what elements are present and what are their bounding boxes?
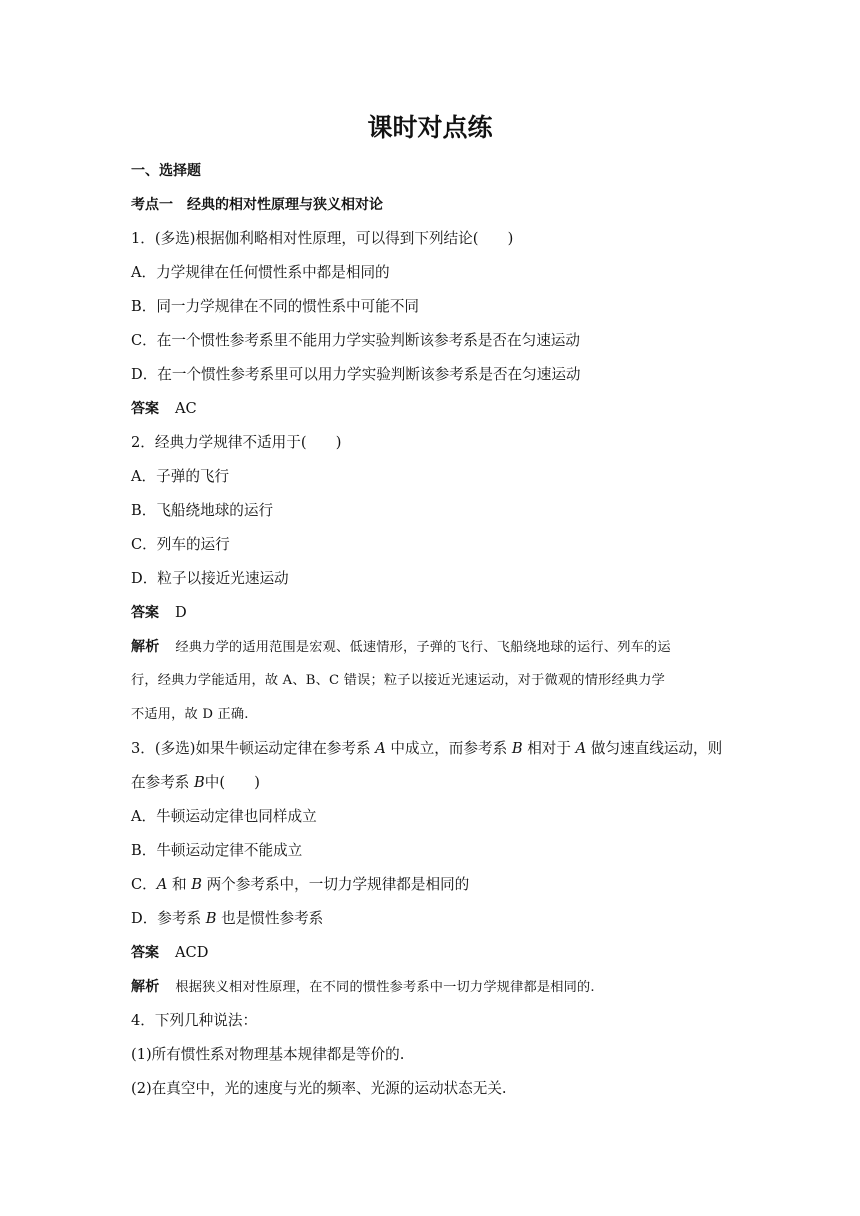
page-title: 课时对点练 (367, 113, 493, 142)
question-3-option-b: B．牛顿运动定律不能成立 (131, 842, 303, 859)
option-prefix: D．参考系 (131, 910, 202, 927)
question-2-option-a: A．子弹的飞行 (131, 468, 230, 485)
question-1-answer (131, 392, 731, 426)
question-2-option-d: D．粒子以接近光速运动 (131, 570, 289, 587)
question-1-option-b: B．同一力学规律在不同的惯性系中可能不同 (131, 298, 420, 315)
variable-a: A (156, 876, 168, 893)
stem-text: 中( ) (204, 774, 260, 791)
question-2-explanation-line-1 (131, 630, 731, 664)
question-2-explanation-line-3: 不适用，故 D 正确. (131, 707, 249, 722)
question-2-option-c: C．列车的运行 (131, 536, 230, 553)
option-prefix: C． (131, 876, 157, 893)
question-2-explanation-line-2: 行，经典力学能适用，故 A、B、C 错误；粒子以接近光速运动，对于微观的情形经典力学 (131, 673, 666, 688)
option-text: 也是惯性参考系 (221, 910, 324, 927)
question-1-option-d: D．在一个惯性参考系里可以用力学实验判断该参考系是否在匀速运动 (131, 366, 581, 383)
explanation-text: 根据狭义相对性原理，在不同的惯性参考系中一切力学规律都是相同的. (175, 980, 595, 995)
question-3-stem-line-2 (131, 766, 731, 800)
answer-label: 答案 (131, 401, 159, 417)
answer-label: 答案 (131, 945, 159, 961)
variable-a: A (375, 740, 386, 757)
stem-text: 做匀速直线运动，则 (590, 740, 723, 757)
question-2-option-b: B．飞船绕地球的运行 (131, 502, 274, 519)
topic-heading: 考点一 经典的相对性原理与狭义相对论 (131, 197, 383, 213)
variable-b: B (191, 876, 202, 893)
question-1-option-c: C．在一个惯性参考系里不能用力学实验判断该参考系是否在匀速运动 (131, 332, 580, 349)
question-3-option-c (131, 868, 731, 902)
answer-value: ACD (175, 944, 209, 961)
question-4-statement-2: (2)在真空中，光的速度与光的频率、光源的运动状态无关. (131, 1080, 507, 1097)
variable-b: B (511, 740, 523, 757)
explanation-text: 经典力学的适用范围是宏观、低速情形，子弹的飞行、飞船绕地球的运行、列车的运 (175, 640, 671, 655)
section-heading: 一、选择题 (131, 163, 201, 179)
question-2-answer (131, 596, 731, 630)
document-body (131, 154, 731, 1106)
explanation-label: 解析 (131, 639, 160, 655)
stem-text: 在参考系 (131, 774, 190, 791)
option-text: 两个参考系中，一切力学规律都是相同的 (206, 876, 470, 893)
variable-a: A (575, 740, 587, 757)
stem-text: 相对于 (527, 740, 571, 757)
question-3-answer (131, 936, 731, 970)
question-4-stem: 4．下列几种说法： (131, 1012, 258, 1029)
question-3-option-a: A．牛顿运动定律也同样成立 (131, 808, 317, 825)
answer-value: D (175, 604, 187, 621)
question-3-stem-line-1 (131, 732, 731, 766)
question-3-option-d (131, 902, 731, 936)
explanation-label: 解析 (131, 979, 160, 995)
question-2-stem: 2．经典力学规律不适用于( ) (131, 434, 342, 451)
question-3-explanation (131, 970, 731, 1004)
stem-text: 3．(多选)如果牛顿运动定律在参考系 (131, 740, 371, 757)
variable-b: B (194, 774, 205, 791)
question-4-statement-1: (1)所有惯性系对物理基本规律都是等价的. (131, 1046, 405, 1063)
variable-b: B (205, 910, 217, 927)
option-text: 和 (171, 876, 187, 893)
question-1-option-a: A．力学规律在任何惯性系中都是相同的 (131, 264, 390, 281)
answer-label: 答案 (131, 605, 159, 621)
question-1-stem: 1．(多选)根据伽利略相对性原理，可以得到下列结论( ) (131, 230, 514, 247)
stem-text: 中成立，而参考系 (390, 740, 508, 757)
answer-value: AC (175, 400, 197, 417)
